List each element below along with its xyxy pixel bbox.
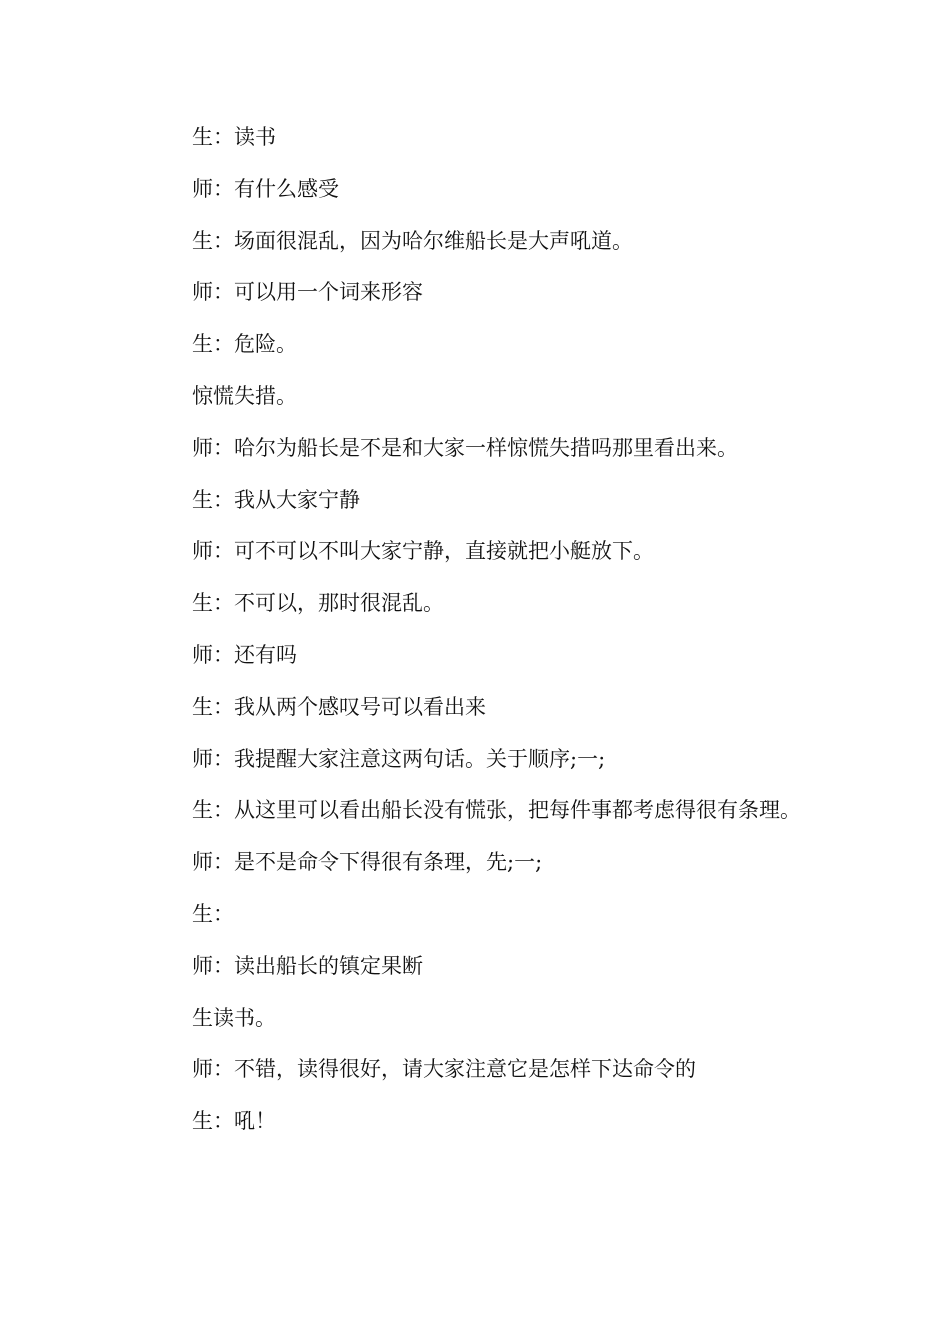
- paragraph-14: 生：从这里可以看出船长没有慌张，把每件事都考虑得很有条理。: [192, 798, 801, 823]
- paragraph-1: 生：读书: [192, 125, 276, 149]
- paragraph-6: 惊慌失措。: [192, 383, 297, 408]
- paragraph-20: 生：吼！: [192, 1109, 276, 1134]
- paragraph-4: 师：可以用一个词来形容: [192, 280, 423, 305]
- paragraph-15: 师：是不是命令下得很有条理，先;一;: [192, 850, 543, 875]
- paragraph-3: 生：场面很混乱，因为哈尔维船长是大声吼道。: [192, 228, 633, 253]
- paragraph-19: 师：不错，读得很好，请大家注意它是怎样下达命令的: [192, 1057, 696, 1082]
- paragraph-18: 生读书。: [192, 1005, 276, 1030]
- paragraph-13: 师：我提醒大家注意这两句话。关于顺序;一;: [192, 746, 606, 771]
- paragraph-11: 师：还有吗: [192, 642, 297, 667]
- paragraph-16: 生：: [192, 901, 234, 926]
- paragraph-2: 师：有什么感受: [192, 176, 339, 201]
- paragraph-7: 师：哈尔为船长是不是和大家一样惊慌失措吗那里看出来。: [192, 435, 738, 460]
- document-body: [148, 112, 808, 1148]
- paragraph-12: 生：我从两个感叹号可以看出来: [192, 694, 486, 719]
- paragraph-8: 生：我从大家宁静: [192, 487, 360, 512]
- paragraph-10: 生：不可以，那时很混乱。: [192, 591, 444, 616]
- paragraph-17: 师：读出船长的镇定果断: [192, 953, 423, 978]
- paragraph-9: 师：可不可以不叫大家宁静，直接就把小艇放下。: [192, 539, 654, 564]
- paragraph-5: 生：危险。: [192, 332, 297, 357]
